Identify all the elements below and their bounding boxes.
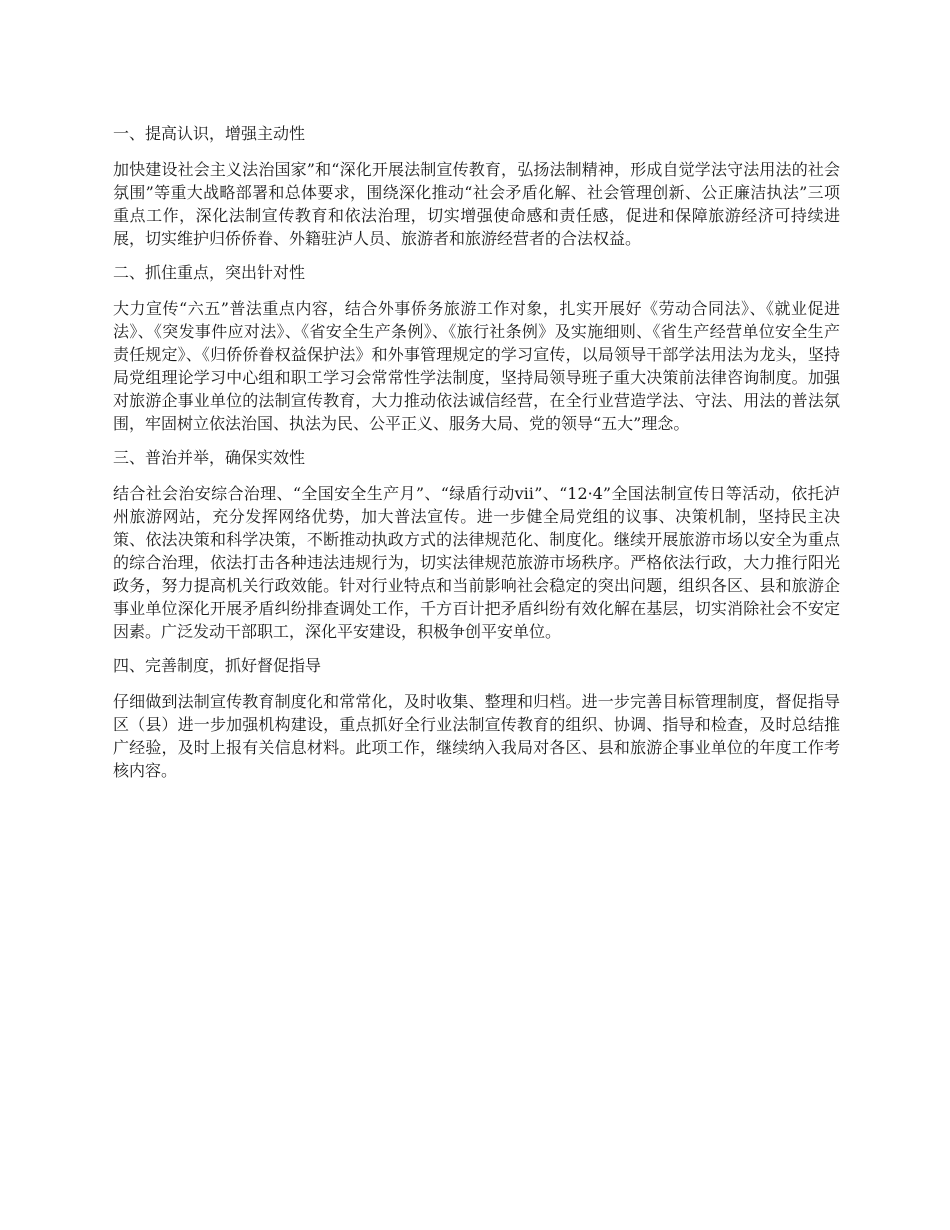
section-body: 大力宣传“六五”普法重点内容，结合外事侨务旅游工作对象，扎实开展好《劳动合同法》、《就业促进法》、《突发事件应对法》、《省安全生产条例》、《旅行社条例》及实施细则、《省生产经营单位安全生产责任规定》、《归侨侨眷权益保护法》和外事管理规定的学习宣传，以局领导干部学法用法为龙头，坚持局党组理论学习中心组和职工学习会常常性学法制度，坚持局领导班子重大决策前法律咨询制度。加强对旅游企事业单位的法制宣传教育，大力推动依法诚信经营，在全行业营造学法、守法、用法的普法氛围，牢固树立依法治国、执法为民、公平正义、服务大局、党的领导“五大”理念。 — [113, 299, 840, 433]
section-heading: 二、抓住重点，突出针对性 — [113, 263, 306, 282]
section-body: 仔细做到法制宣传教育制度化和常常化，及时收集、整理和归档。进一步完善目标管理制度，督促指导区（县）进一步加强机构建设，重点抓好全行业法制宣传教育的组织、协调、指导和检查，及时总结推广经验，及时上报有关信息材料。此项工作，继续纳入我局对各区、县和旅游企事业单位的年度工作考核内容。 — [113, 692, 840, 780]
section-body: 结合社会治安综合治理、“全国安全生产月”、“绿盾行动ⅶ”、“12·4”全国法制宣传日等活动，依托泸州旅游网站，充分发挥网络优势，加大普法宣传。进一步健全局党组的议事、决策机制，坚持民主决策、依法决策和科学决策，不断推动执政方式的法律规范化、制度化。继续开展旅游市场以安全为重点的综合治理，依法打击各种违法违规行为，切实法律规范旅游市场秩序。严格依法行政，大力推行阳光政务，努力提高机关行政效能。针对行业特点和当前影响社会稳定的突出问题，组织各区、县和旅游企事业单位深化开展矛盾纠纷排查调处工作，千方百计把矛盾纠纷有效化解在基层，切实消除社会不安定因素。广泛发动干部职工，深化平安建设，积极争创平安单位。 — [113, 484, 840, 641]
section-4 — [113, 654, 840, 782]
section-1 — [113, 122, 840, 250]
section-body: 加快建设社会主义法治国家”和“深化开展法制宣传教育，弘扬法制精神，形成自觉学法守法用法的社会氛围”等重大战略部署和总体要求，围绕深化推动“社会矛盾化解、社会管理创新、公正廉洁执法”三项重点工作，深化法制宣传教育和依法治理，切实增强使命感和责任感，促进和保障旅游经济可持续进展，切实维护归侨侨眷、外籍驻泸人员、旅游者和旅游经营者的合法权益。 — [113, 160, 840, 248]
document-page — [113, 122, 840, 793]
section-heading: 四、完善制度，抓好督促指导 — [113, 656, 322, 675]
section-heading: 一、提高认识，增强主动性 — [113, 124, 306, 143]
section-2 — [113, 261, 840, 435]
section-heading: 三、普治并举，确保实效性 — [113, 448, 306, 467]
section-3 — [113, 446, 840, 643]
